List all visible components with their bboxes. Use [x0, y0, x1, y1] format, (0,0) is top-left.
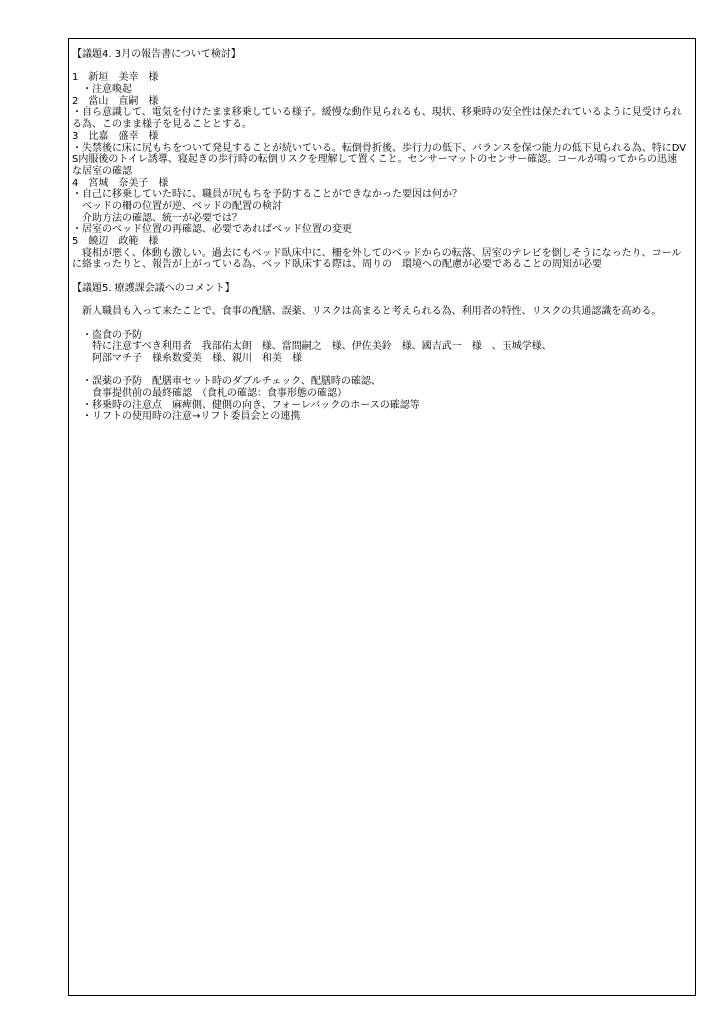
document-body: [72, 49, 687, 423]
lift-caution-line: ・リフトの使用時の注意→リフト委員会との連携: [72, 411, 301, 423]
resident-2-text: ・自ら意識して、電気を付けたまま移乗している様子。緩慢な動作見られるも、現状、移乗時の安全性は保たれているように見受けられる為、このまま様子を見ることとする。: [72, 107, 682, 131]
medication-error-line-2: 食事提供前の最終確認 （食札の確認：食事形態の確認）: [72, 388, 347, 400]
spacer: [72, 365, 687, 377]
theft-prevention-line-2: 阿部マチ子 様糸数愛美 様、親川 和美 様: [72, 353, 302, 364]
resident-5-name: 5 饒辺 政範 様: [72, 236, 159, 248]
resident-2-name: 2 當山 直嗣 様: [72, 95, 159, 107]
resident-4-name: 4 宮城 奈美子 様: [72, 177, 169, 189]
resident-4-line-2: ベッドの柵の位置が逆、ベッドの配置の検討: [72, 201, 282, 213]
spacer: [72, 61, 687, 73]
resident-4-line-1: ・自己に移乗していた時に、職員が尻もちを予防することができなかった要因は何か？: [72, 189, 462, 201]
resident-1-name: 1 新垣 美幸 様: [72, 72, 159, 84]
agenda-5-heading: 【議題5. 療護課会議へのコメント】: [72, 282, 235, 294]
resident-5-text: 寝相が悪く、体動も激しい。過去にもベッド臥床中に、柵を外してのベッドからの転落、居室のテレビを倒しそうになったり、コールに絡まったりと、報告が上がっている為、ベッド臥床する際は、周りの 環境への配慮が必要であることの周知が必要: [72, 247, 682, 271]
agenda-5-intro: 新人職員も入って来たことで、食事の配膳、誤薬、リスクは高まると考えられる為、利用者の特性、リスクの共通認識を高める。: [72, 306, 662, 318]
theft-prevention-line-1: 特に注意すべき利用者 我部佑太朗 様、當間嗣之 様、伊佐美鈴 様、國吉武一 様 、玉城学様、: [72, 341, 552, 353]
transfer-caution-line: ・移乗時の注意点 麻痺側、健側の向き、フォーレバックのホースの確認等: [72, 399, 420, 411]
spacer: [72, 318, 687, 330]
resident-1-note: ・注意喚起: [72, 84, 132, 96]
spacer: [72, 271, 687, 283]
agenda-4-heading: 【議題4. 3月の報告書について検討】: [72, 49, 241, 60]
resident-4-line-3: 介助方法の確認、統一が必要では？: [72, 212, 242, 224]
resident-4-line-4: ・居室のベッド位置の再確認、必要であればベッド位置の変更: [72, 224, 352, 236]
medication-error-line-1: ・誤薬の予防 配膳車セット時のダブルチェック、配膳時の確認、: [72, 376, 381, 388]
spacer: [72, 295, 687, 307]
resident-3-text: ・失禁後に床に尻もちをついて発見することが続いている。転倒骨折後、歩行力の低下、バランスを保つ能力の低下見られる為、特にDVS内服後のトイレ誘導、寝起きの歩行時の転倒リスクを理解して置くこと。センサーマットのセンサー確認。コールが鳴ってからの迅速な居室の確認: [72, 142, 687, 177]
theft-prevention-title: ・盗食の予防: [72, 329, 142, 341]
resident-3-name: 3 比嘉 盛幸 様: [72, 130, 159, 142]
